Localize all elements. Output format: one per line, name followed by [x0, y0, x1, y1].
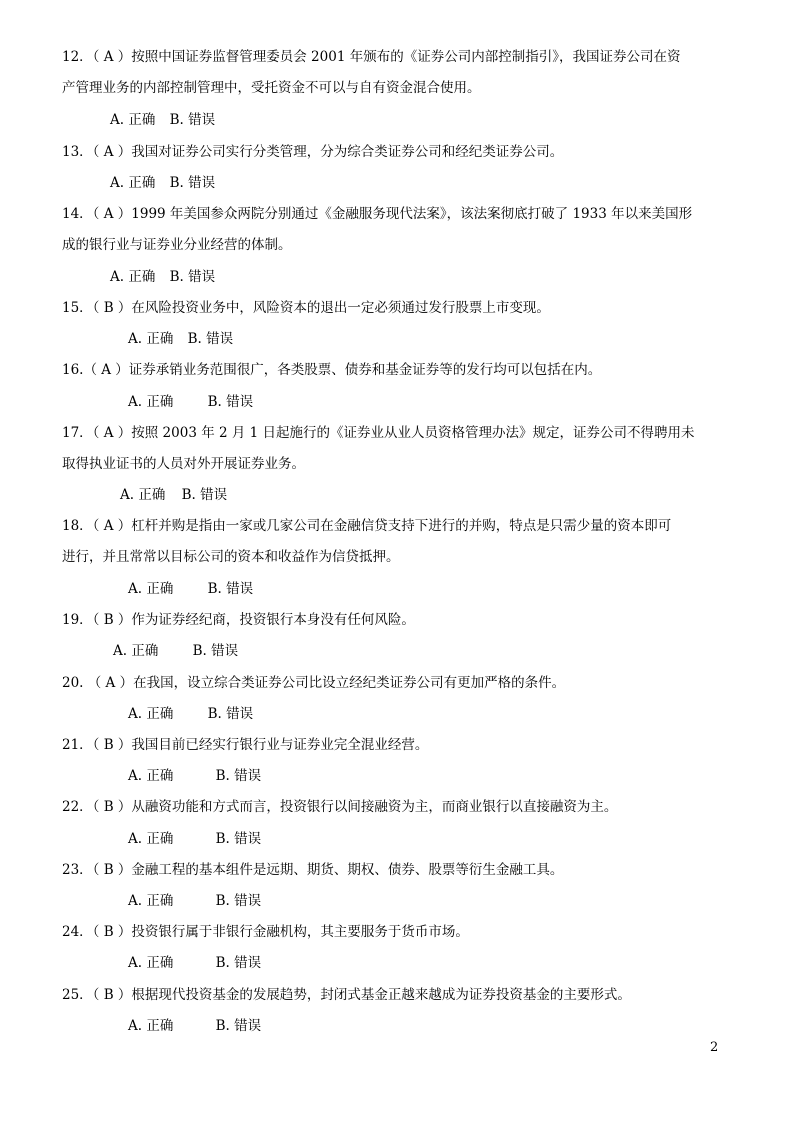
option-b: B. 错误 — [215, 831, 262, 847]
options-23 — [128, 891, 261, 911]
options-21 — [128, 766, 261, 786]
question-text: 13．（ A ）我国对证券公司实行分类管理，分为综合类证券公司和经纪类证券公司。 — [62, 144, 564, 160]
option-b: B. 错误 — [215, 955, 262, 971]
option-a: A. 正确 — [128, 955, 174, 971]
question-text: 产管理业务的内部控制管理中，受托资金不可以与自有资金混合使用。 — [62, 80, 481, 96]
question-text: 15．（ B ）在风险投资业务中，风险资本的退出一定必须通过发行股票上市变现。 — [62, 300, 550, 316]
option-b: B. 错误 — [215, 1018, 262, 1034]
option-a: A. 正确 — [128, 1018, 174, 1034]
option-b: B. 错误 — [207, 706, 254, 722]
question-text: 24．（ B ）投资银行属于非银行金融机构，其主要服务于货币市场。 — [62, 924, 469, 940]
option-b: B. 错误 — [181, 487, 228, 503]
question-text: 取得执业证书的人员对外开展证券业务。 — [62, 456, 305, 472]
options-18 — [128, 579, 253, 599]
option-b: B. 错误 — [169, 269, 216, 285]
option-b: B. 错误 — [169, 112, 216, 128]
options-20 — [128, 704, 253, 724]
question-20 — [62, 668, 734, 699]
option-a: A. 正确 — [128, 893, 174, 909]
option-a: A. 正确 — [128, 331, 174, 347]
question-text: 14．（ A ）1999 年美国参众两院分别通过《金融服务现代法案》，该法案彻底打破了 1933 年以来美国形 — [62, 206, 693, 222]
option-a: A. 正确 — [110, 175, 156, 191]
options-15 — [128, 329, 233, 349]
question-text: 进行，并且常常以目标公司的资本和收益作为信贷抵押。 — [62, 549, 400, 565]
option-a: A. 正确 — [128, 831, 174, 847]
question-23 — [62, 855, 734, 886]
question-text: 16.（ A ）证券承销业务范围很广，各类股票、债券和基金证券等的发行均可以包括在内。 — [62, 362, 602, 378]
options-12 — [110, 110, 215, 130]
question-25 — [62, 980, 734, 1011]
option-a: A. 正确 — [120, 487, 166, 503]
options-19 — [113, 641, 238, 661]
option-b: B. 错误 — [215, 768, 262, 784]
options-17 — [120, 485, 227, 505]
question-text: 25．（ B ）根据现代投资基金的发展趋势，封闭式基金正越来越成为证券投资基金的主要形式。 — [62, 987, 631, 1003]
option-b: B. 错误 — [187, 331, 234, 347]
option-b: B. 错误 — [207, 581, 254, 597]
question-text: 21．（ B ）我国目前已经实行银行业与证券业完全混业经营。 — [62, 737, 429, 753]
option-b: B. 错误 — [192, 643, 239, 659]
question-16 — [62, 355, 734, 386]
question-text: 18．（ A ）杠杆并购是指由一家或几家公司在金融信贷支持下进行的并购，特点是只需少量的资本即可 — [62, 518, 672, 534]
option-b: B. 错误 — [169, 175, 216, 191]
option-a: A. 正确 — [128, 768, 174, 784]
option-b: B. 错误 — [207, 394, 254, 410]
question-12 — [62, 42, 734, 104]
page-number: 2 — [710, 1040, 719, 1055]
option-a: A. 正确 — [110, 112, 156, 128]
option-a: A. 正确 — [110, 269, 156, 285]
options-25 — [128, 1016, 261, 1036]
question-19 — [62, 605, 734, 636]
question-text: 17．（ A ）按照 2003 年 2 月 1 日起施行的《证券业从业人员资格管理办法》规定，证券公司不得聘用未 — [62, 425, 695, 441]
question-15 — [62, 293, 734, 324]
question-text: 12．（ A ）按照中国证券监督管理委员会 2001 年颁布的《证券公司内部控制指引》，我国证券公司在资 — [62, 49, 681, 65]
question-text: 20. （ A ）在我国，设立综合类证券公司比设立经纪类证券公司有更加严格的条件。 — [62, 675, 566, 691]
question-18 — [62, 511, 734, 573]
question-21 — [62, 730, 734, 761]
question-13 — [62, 137, 734, 168]
options-22 — [128, 829, 261, 849]
question-text: 19．（ B ）作为证券经纪商，投资银行本身没有任何风险。 — [62, 612, 415, 628]
option-a: A. 正确 — [128, 394, 174, 410]
options-13 — [110, 173, 215, 193]
question-text: 22．（ B ）从融资功能和方式而言，投资银行以间接融资为主，而商业银行以直接融资为主。 — [62, 799, 618, 815]
option-a: A. 正确 — [128, 581, 174, 597]
question-24 — [62, 917, 734, 948]
option-a: A. 正确 — [128, 706, 174, 722]
question-text: 23．（ B ）金融工程的基本组件是远期、期货、期权、债券、股票等衍生金融工具。 — [62, 862, 564, 878]
option-a: A. 正确 — [113, 643, 159, 659]
options-16 — [128, 392, 253, 412]
question-14 — [62, 199, 734, 261]
options-24 — [128, 953, 261, 973]
question-text: 成的银行业与证券业分业经营的体制。 — [62, 237, 292, 253]
question-22 — [62, 792, 734, 823]
option-b: B. 错误 — [215, 893, 262, 909]
options-14 — [110, 267, 215, 287]
question-17 — [62, 418, 734, 480]
